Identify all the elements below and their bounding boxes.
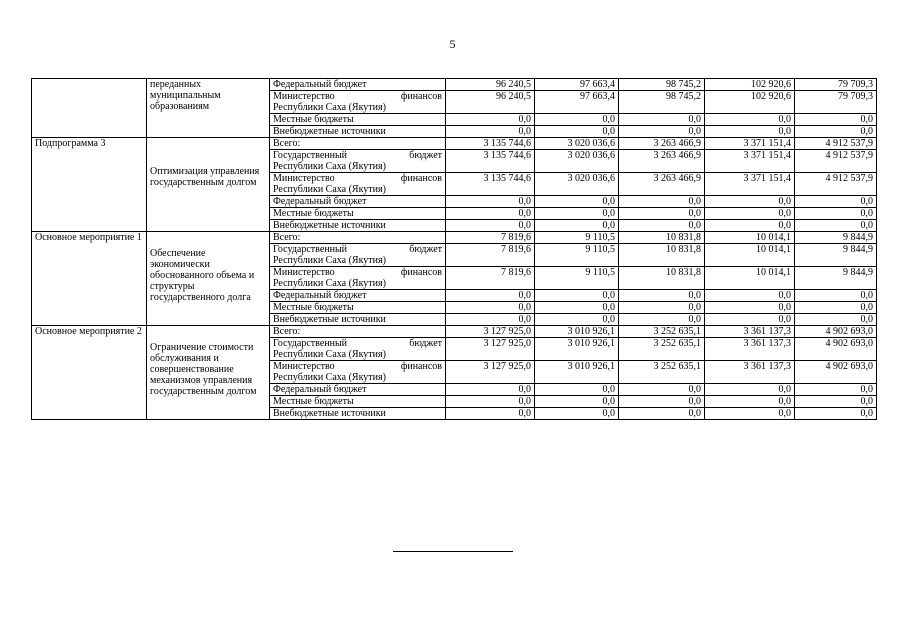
value-cell: 0,0	[705, 208, 795, 220]
value-cell: 0,0	[446, 290, 535, 302]
program-label	[32, 79, 147, 138]
program-label: Основное мероприятие 2	[32, 326, 147, 420]
value-cell: 3 361 137,3	[705, 361, 795, 384]
value-cell: 0,0	[446, 314, 535, 326]
value-cell: 0,0	[795, 220, 877, 232]
value-cell: 0,0	[795, 208, 877, 220]
value-cell: 0,0	[705, 384, 795, 396]
funding-source-line1: Государственный бюджет	[273, 150, 442, 161]
value-cell: 3 135 744,6	[446, 150, 535, 173]
value-cell: 10 831,8	[619, 267, 705, 290]
value-cell: 0,0	[619, 196, 705, 208]
funding-source-line2: Республики Саха (Якутия)	[273, 372, 386, 383]
value-cell: 0,0	[705, 314, 795, 326]
value-cell: 0,0	[795, 302, 877, 314]
table-body	[32, 79, 877, 420]
value-cell: 0,0	[446, 126, 535, 138]
value-cell: 0,0	[535, 220, 619, 232]
value-cell: 0,0	[619, 114, 705, 126]
funding-source	[270, 244, 446, 267]
value-cell: 7 819,6	[446, 267, 535, 290]
funding-source-line2: Республики Саха (Якутия)	[273, 278, 386, 289]
value-cell: 0,0	[619, 314, 705, 326]
value-cell: 0,0	[705, 126, 795, 138]
value-cell: 9 110,5	[535, 232, 619, 244]
value-cell: 10 014,1	[705, 267, 795, 290]
program-description-text: Ограничение стоимости обслуживания и совершенствование механизмов управления государственным долгом	[150, 342, 257, 397]
program-label: Основное мероприятие 1	[32, 232, 147, 326]
footer-rule	[393, 551, 513, 552]
value-cell: 0,0	[705, 114, 795, 126]
value-cell: 0,0	[446, 408, 535, 420]
value-cell: 3 252 635,1	[619, 361, 705, 384]
value-cell: 10 014,1	[705, 244, 795, 267]
funding-source: Внебюджетные источники	[270, 126, 446, 138]
table-row	[32, 232, 877, 244]
value-cell: 0,0	[795, 314, 877, 326]
value-cell: 3 263 466,9	[619, 150, 705, 173]
value-cell: 97 663,4	[535, 91, 619, 114]
value-cell: 0,0	[446, 208, 535, 220]
value-cell: 0,0	[535, 196, 619, 208]
value-cell: 0,0	[619, 302, 705, 314]
value-cell: 10 831,8	[619, 244, 705, 267]
value-cell: 96 240,5	[446, 79, 535, 91]
funding-source	[270, 338, 446, 361]
value-cell: 0,0	[705, 290, 795, 302]
value-cell: 0,0	[446, 396, 535, 408]
program-description	[147, 326, 270, 420]
value-cell: 0,0	[795, 196, 877, 208]
value-cell: 3 252 635,1	[619, 338, 705, 361]
value-cell: 0,0	[535, 290, 619, 302]
funding-source-line2: Республики Саха (Якутия)	[273, 255, 386, 266]
value-cell: 3 371 151,4	[705, 150, 795, 173]
value-cell: 9 844,9	[795, 232, 877, 244]
value-cell: 0,0	[795, 290, 877, 302]
value-cell: 3 127 925,0	[446, 361, 535, 384]
value-cell: 0,0	[795, 114, 877, 126]
table-row	[32, 326, 877, 338]
value-cell: 102 920,6	[705, 91, 795, 114]
funding-source: Федеральный бюджет	[270, 79, 446, 91]
value-cell: 10 831,8	[619, 232, 705, 244]
value-cell: 97 663,4	[535, 79, 619, 91]
funding-source-line2: Республики Саха (Якутия)	[273, 161, 386, 172]
funding-source: Всего:	[270, 326, 446, 338]
value-cell: 0,0	[535, 384, 619, 396]
value-cell: 0,0	[535, 208, 619, 220]
funding-source: Федеральный бюджет	[270, 384, 446, 396]
value-cell: 79 709,3	[795, 91, 877, 114]
value-cell: 0,0	[705, 408, 795, 420]
value-cell: 0,0	[535, 114, 619, 126]
budget-table	[31, 78, 877, 420]
value-cell: 3 010 926,1	[535, 361, 619, 384]
value-cell: 3 371 151,4	[705, 138, 795, 150]
value-cell: 7 819,6	[446, 232, 535, 244]
value-cell: 0,0	[535, 408, 619, 420]
value-cell: 10 014,1	[705, 232, 795, 244]
funding-source	[270, 267, 446, 290]
value-cell: 0,0	[446, 196, 535, 208]
funding-source-line1: Государственный бюджет	[273, 244, 442, 255]
funding-source-line1: Министерство финансов	[273, 91, 442, 102]
value-cell: 0,0	[619, 220, 705, 232]
funding-source	[270, 150, 446, 173]
funding-source	[270, 173, 446, 196]
program-description	[147, 138, 270, 232]
funding-source: Внебюджетные источники	[270, 408, 446, 420]
value-cell: 98 745,2	[619, 79, 705, 91]
value-cell: 0,0	[535, 302, 619, 314]
value-cell: 96 240,5	[446, 91, 535, 114]
table-row	[32, 79, 877, 91]
value-cell: 0,0	[446, 220, 535, 232]
funding-source-line1: Министерство финансов	[273, 267, 442, 278]
funding-source: Местные бюджеты	[270, 396, 446, 408]
value-cell: 0,0	[619, 396, 705, 408]
value-cell: 3 263 466,9	[619, 138, 705, 150]
value-cell: 3 020 036,6	[535, 138, 619, 150]
funding-source	[270, 91, 446, 114]
funding-source-line2: Республики Саха (Якутия)	[273, 102, 386, 113]
program-description-text: Оптимизация управления государственным долгом	[150, 166, 260, 188]
value-cell: 0,0	[705, 396, 795, 408]
value-cell: 0,0	[446, 114, 535, 126]
value-cell: 102 920,6	[705, 79, 795, 91]
value-cell: 3 127 925,0	[446, 326, 535, 338]
funding-source: Внебюджетные источники	[270, 220, 446, 232]
funding-source: Федеральный бюджет	[270, 290, 446, 302]
funding-source-line2: Республики Саха (Якутия)	[273, 184, 386, 195]
funding-source: Местные бюджеты	[270, 208, 446, 220]
funding-source: Федеральный бюджет	[270, 196, 446, 208]
value-cell: 0,0	[619, 290, 705, 302]
program-description-text: переданных муниципальным образованиям	[150, 79, 221, 112]
funding-source: Всего:	[270, 232, 446, 244]
value-cell: 0,0	[705, 220, 795, 232]
value-cell: 9 844,9	[795, 267, 877, 290]
value-cell: 3 127 925,0	[446, 338, 535, 361]
table-row	[32, 138, 877, 150]
program-description	[147, 232, 270, 326]
program-label: Подпрограмма 3	[32, 138, 147, 232]
value-cell: 7 819,6	[446, 244, 535, 267]
funding-source-line1: Министерство финансов	[273, 361, 442, 372]
funding-source: Всего:	[270, 138, 446, 150]
value-cell: 0,0	[535, 126, 619, 138]
value-cell: 4 902 693,0	[795, 338, 877, 361]
value-cell: 4 912 537,9	[795, 150, 877, 173]
funding-source-line2: Республики Саха (Якутия)	[273, 349, 386, 360]
value-cell: 3 020 036,6	[535, 173, 619, 196]
value-cell: 0,0	[795, 396, 877, 408]
funding-source: Местные бюджеты	[270, 114, 446, 126]
value-cell: 0,0	[795, 384, 877, 396]
value-cell: 3 371 151,4	[705, 173, 795, 196]
value-cell: 3 263 466,9	[619, 173, 705, 196]
page-number: 5	[449, 37, 456, 51]
value-cell: 3 010 926,1	[535, 326, 619, 338]
value-cell: 3 135 744,6	[446, 173, 535, 196]
value-cell: 3 135 744,6	[446, 138, 535, 150]
value-cell: 0,0	[535, 314, 619, 326]
program-description-text: Обеспечение экономически обоснованного объема и структуры государственного долга	[150, 248, 255, 303]
value-cell: 9 110,5	[535, 244, 619, 267]
funding-source-line1: Министерство финансов	[273, 173, 442, 184]
value-cell: 0,0	[446, 384, 535, 396]
value-cell: 79 709,3	[795, 79, 877, 91]
value-cell: 0,0	[795, 126, 877, 138]
value-cell: 98 745,2	[619, 91, 705, 114]
value-cell: 0,0	[619, 126, 705, 138]
funding-source: Местные бюджеты	[270, 302, 446, 314]
value-cell: 3 010 926,1	[535, 338, 619, 361]
value-cell: 3 361 137,3	[705, 338, 795, 361]
funding-source: Внебюджетные источники	[270, 314, 446, 326]
value-cell: 4 902 693,0	[795, 326, 877, 338]
funding-source-line1: Государственный бюджет	[273, 338, 442, 349]
value-cell: 4 902 693,0	[795, 361, 877, 384]
value-cell: 0,0	[619, 408, 705, 420]
program-description	[147, 79, 270, 138]
value-cell: 0,0	[619, 208, 705, 220]
value-cell: 0,0	[619, 384, 705, 396]
value-cell: 4 912 537,9	[795, 138, 877, 150]
value-cell: 4 912 537,9	[795, 173, 877, 196]
value-cell: 3 252 635,1	[619, 326, 705, 338]
value-cell: 3 361 137,3	[705, 326, 795, 338]
value-cell: 3 020 036,6	[535, 150, 619, 173]
value-cell: 9 844,9	[795, 244, 877, 267]
funding-source	[270, 361, 446, 384]
value-cell: 0,0	[446, 302, 535, 314]
value-cell: 0,0	[705, 302, 795, 314]
value-cell: 0,0	[705, 196, 795, 208]
value-cell: 9 110,5	[535, 267, 619, 290]
value-cell: 0,0	[535, 396, 619, 408]
value-cell: 0,0	[795, 408, 877, 420]
